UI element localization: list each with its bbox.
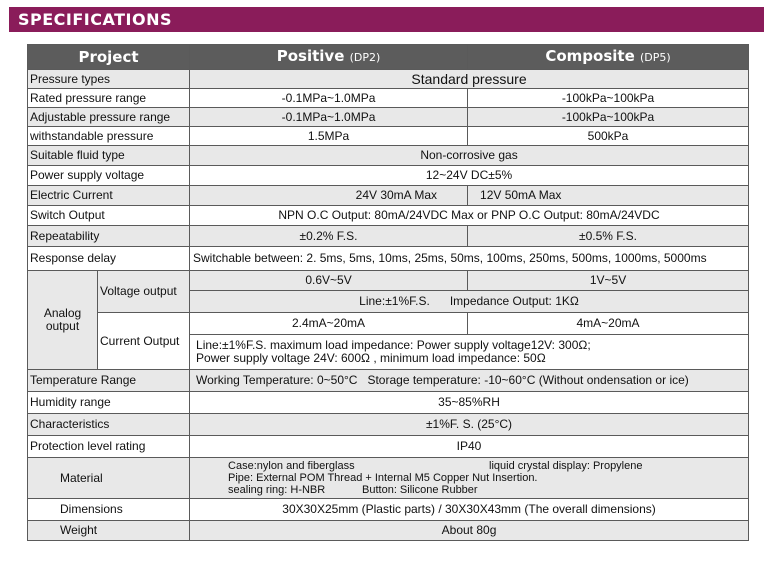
material-button: Button: Silicone Rubber [362,483,478,496]
row-value-positive: 1.5MPa [190,127,468,146]
table-row [28,206,749,226]
table-row [28,186,749,206]
row-label: Adjustable pressure range [28,108,190,127]
banner-title: SPECIFICATIONS [18,10,173,29]
voltage-line-impedance: Line:±1%F.S. Impedance Output: 1KΩ [190,291,749,313]
specifications-table [27,44,749,541]
header-positive: Positive (DP2) [190,45,468,70]
voltage-composite: 1V~5V [468,271,749,291]
row-value: 35~85%RH [190,392,749,414]
material-seal: sealing ring: H-NBR [228,483,326,496]
row-value-composite: -100kPa~100kPa [468,108,749,127]
row-value: Working Temperature: 0~50°C Storage temperature: -10~60°C (Without ondensation or ice) [190,370,749,392]
table-row [28,146,749,166]
row-label: Switch Output [28,206,190,226]
table-row [28,108,749,127]
table-row [28,521,749,541]
row-value-positive: 24V 30mA Max [190,186,468,206]
row-label: Humidity range [28,392,190,414]
row-label: Material [28,458,190,499]
row-label: Dimensions [28,499,190,521]
row-value-positive: -0.1MPa~1.0MPa [190,89,468,108]
voltage-output-label: Voltage output [98,271,190,313]
table-row [28,499,749,521]
row-value: Non-corrosive gas [190,146,749,166]
row-value: ±1%F. S. (25°C) [190,414,749,436]
current-output-label: Current Output [98,313,190,370]
row-value: 30X30X25mm (Plastic parts) / 30X30X43mm (The overall dimensions) [190,499,749,521]
row-value-composite: -100kPa~100kPa [468,89,749,108]
analog-output-label: Analog output [28,271,98,370]
current-composite: 4mA~20mA [468,313,749,335]
table-row [28,226,749,247]
row-label: Suitable fluid type [28,146,190,166]
row-value: Switchable between: 2. 5ms, 5ms, 10ms, 25ms, 50ms, 100ms, 250ms, 500ms, 1000ms, 5000ms [190,247,749,271]
row-value: NPN O.C Output: 80mA/24VDC Max or PNP O.C Output: 80mA/24VDC [190,206,749,226]
row-value-positive: ±0.2% F.S. [190,226,468,247]
current-output-details: Line:±1%F.S. maximum load impedance: Power supply voltage12V: 300Ω; Power supply voltage 24V: 600Ω , minimum load impedance: 50Ω [190,335,749,370]
row-label: Power supply voltage [28,166,190,186]
row-label: Temperature Range [28,370,190,392]
table-row [28,271,749,291]
row-label: Rated pressure range [28,89,190,108]
row-label: Electric Current [28,186,190,206]
row-value: About 80g [190,521,749,541]
table-row [28,247,749,271]
row-value: IP40 [190,436,749,458]
voltage-positive: 0.6V~5V [190,271,468,291]
table-row [28,166,749,186]
table-row [28,370,749,392]
header-composite: Composite (DP5) [468,45,749,70]
current-positive: 2.4mA~20mA [190,313,468,335]
material-pipe: Pipe: External POM Thread + Internal M5 Copper Nut Insertion. [228,471,538,484]
material-lcd: liquid crystal display: Propylene [489,459,643,472]
row-label: withstandable pressure [28,127,190,146]
specifications-banner [9,7,764,32]
table-row [28,89,749,108]
row-value: Standard pressure [190,70,749,89]
row-label: Pressure types [28,70,190,89]
row-label: Repeatability [28,226,190,247]
material-details [190,458,749,499]
row-value: 12~24V DC±5% [190,166,749,186]
row-value-composite: 500kPa [468,127,749,146]
row-label: Characteristics [28,414,190,436]
row-label: Weight [28,521,190,541]
row-label: Response delay [28,247,190,271]
table-row [28,392,749,414]
table-header-row [28,45,749,70]
row-value-composite: ±0.5% F.S. [468,226,749,247]
row-value-composite: 12V 50mA Max [468,186,749,206]
table-row [28,458,749,499]
table-row [28,70,749,89]
table-row [28,313,749,335]
row-value-positive: -0.1MPa~1.0MPa [190,108,468,127]
table-row [28,127,749,146]
table-row [28,414,749,436]
row-label: Protection level rating [28,436,190,458]
material-case: Case:nylon and fiberglass [228,459,355,472]
header-project: Project [28,45,190,70]
table-row [28,436,749,458]
